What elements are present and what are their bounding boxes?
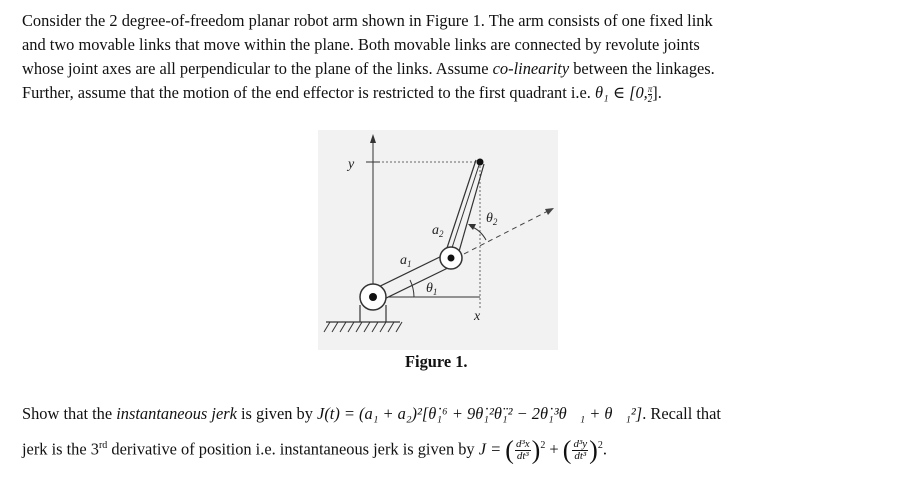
intro-line-2: and two movable links that move within the plane. Both movable links are connected by revolute joints — [22, 35, 700, 54]
dt3-denominator-y: dt³ — [574, 450, 587, 463]
intro-line-4a: Further, assume that the motion of the end effector is restricted to the first quadrant i.e. — [22, 83, 595, 102]
question-line-1 — [22, 398, 882, 430]
ground-hatch — [324, 322, 402, 332]
paren-close-x: ) — [531, 435, 541, 465]
theta1-subscript: 1 — [432, 287, 438, 297]
a1-subscript: 1 — [407, 259, 412, 269]
d3x-dt3-fraction — [515, 439, 531, 462]
figure-caption: Figure 1. — [405, 352, 468, 371]
plus-sign: + — [549, 439, 559, 459]
question-paragraph — [22, 398, 882, 465]
x-axis-label: x — [474, 309, 481, 324]
theta2-label — [486, 211, 498, 227]
question-line-1c: . Recall that — [642, 404, 721, 423]
final-period: . — [602, 439, 607, 459]
question-line-2b: derivative of position i.e. instantaneous jerk is given by — [107, 439, 479, 459]
question-line-1a: Show that the — [22, 404, 117, 423]
extension-arrow — [545, 208, 554, 215]
robot-arm-figure — [318, 130, 558, 350]
d3y-dt3-fraction — [572, 439, 588, 462]
theta1-label — [426, 281, 437, 297]
a1-label — [400, 253, 412, 269]
d3x-numerator: d³x — [515, 438, 530, 451]
instantaneous-jerk-term: instantaneous jerk — [116, 404, 237, 423]
intro-line-4 — [22, 81, 882, 105]
link-2-center — [449, 162, 480, 257]
theta1-arc — [410, 280, 414, 297]
theta1-letter: θ — [426, 281, 433, 296]
intro-line-3a: whose joint axes are all perpendicular to the plane of the links. Assume — [22, 59, 493, 78]
a2-subscript: 2 — [439, 229, 444, 239]
co-linearity-term: co-linearity — [492, 59, 570, 78]
y-axis-label: y — [348, 157, 355, 172]
pi-numerator: π — [647, 83, 653, 94]
question-line-2 — [22, 430, 882, 465]
elbow-joint-pin — [448, 255, 455, 262]
question-line-2a: jerk is the 3 — [22, 439, 99, 459]
a2-letter: a — [432, 223, 439, 238]
a1-letter: a — [400, 253, 407, 268]
link-1-extension — [456, 210, 550, 258]
paren-open-y: ( — [562, 435, 572, 465]
d3y-numerator: d³y — [573, 438, 588, 451]
rd-superscript: rd — [98, 440, 108, 451]
theta-range-math: θ₁ ∈ [0, — [595, 83, 648, 102]
problem-intro-paragraph — [22, 9, 882, 105]
end-effector-point — [477, 159, 484, 166]
base-joint-pin — [369, 293, 377, 301]
two-denominator: 2 — [647, 93, 653, 104]
theta2-arrowhead — [468, 224, 476, 230]
intro-line-3b: between the linkages. — [569, 59, 715, 78]
link-1-edge-b — [378, 264, 456, 302]
robot-arm-diagram — [318, 130, 558, 350]
J-equals: J = — [478, 439, 502, 459]
dt3-denominator-x: dt³ — [516, 450, 529, 463]
y-axis-arrow — [370, 134, 376, 143]
jerk-formula: J(t) = (a₁ + a₂)²[θ̇₁⁶ + 9θ̇₁²θ̈₁² − 2θ̇₁³θ⃛₁ + θ⃛₁²] — [317, 404, 643, 423]
question-line-1b: is given by — [236, 404, 318, 423]
paren-close-y: ) — [589, 435, 598, 465]
intro-line-1: Consider the 2 degree-of-freedom planar robot arm shown in Figure 1. The arm consists of one fixed link — [22, 11, 713, 30]
exponent-x: 2 — [540, 440, 546, 451]
range-close: ]. — [652, 83, 662, 102]
exponent-y: 2 — [597, 440, 603, 451]
intro-line-3 — [22, 57, 882, 81]
paren-open-x: ( — [505, 435, 514, 465]
theta2-subscript: 2 — [492, 217, 498, 227]
theta2-letter: θ — [486, 211, 493, 226]
a2-label — [432, 223, 444, 239]
